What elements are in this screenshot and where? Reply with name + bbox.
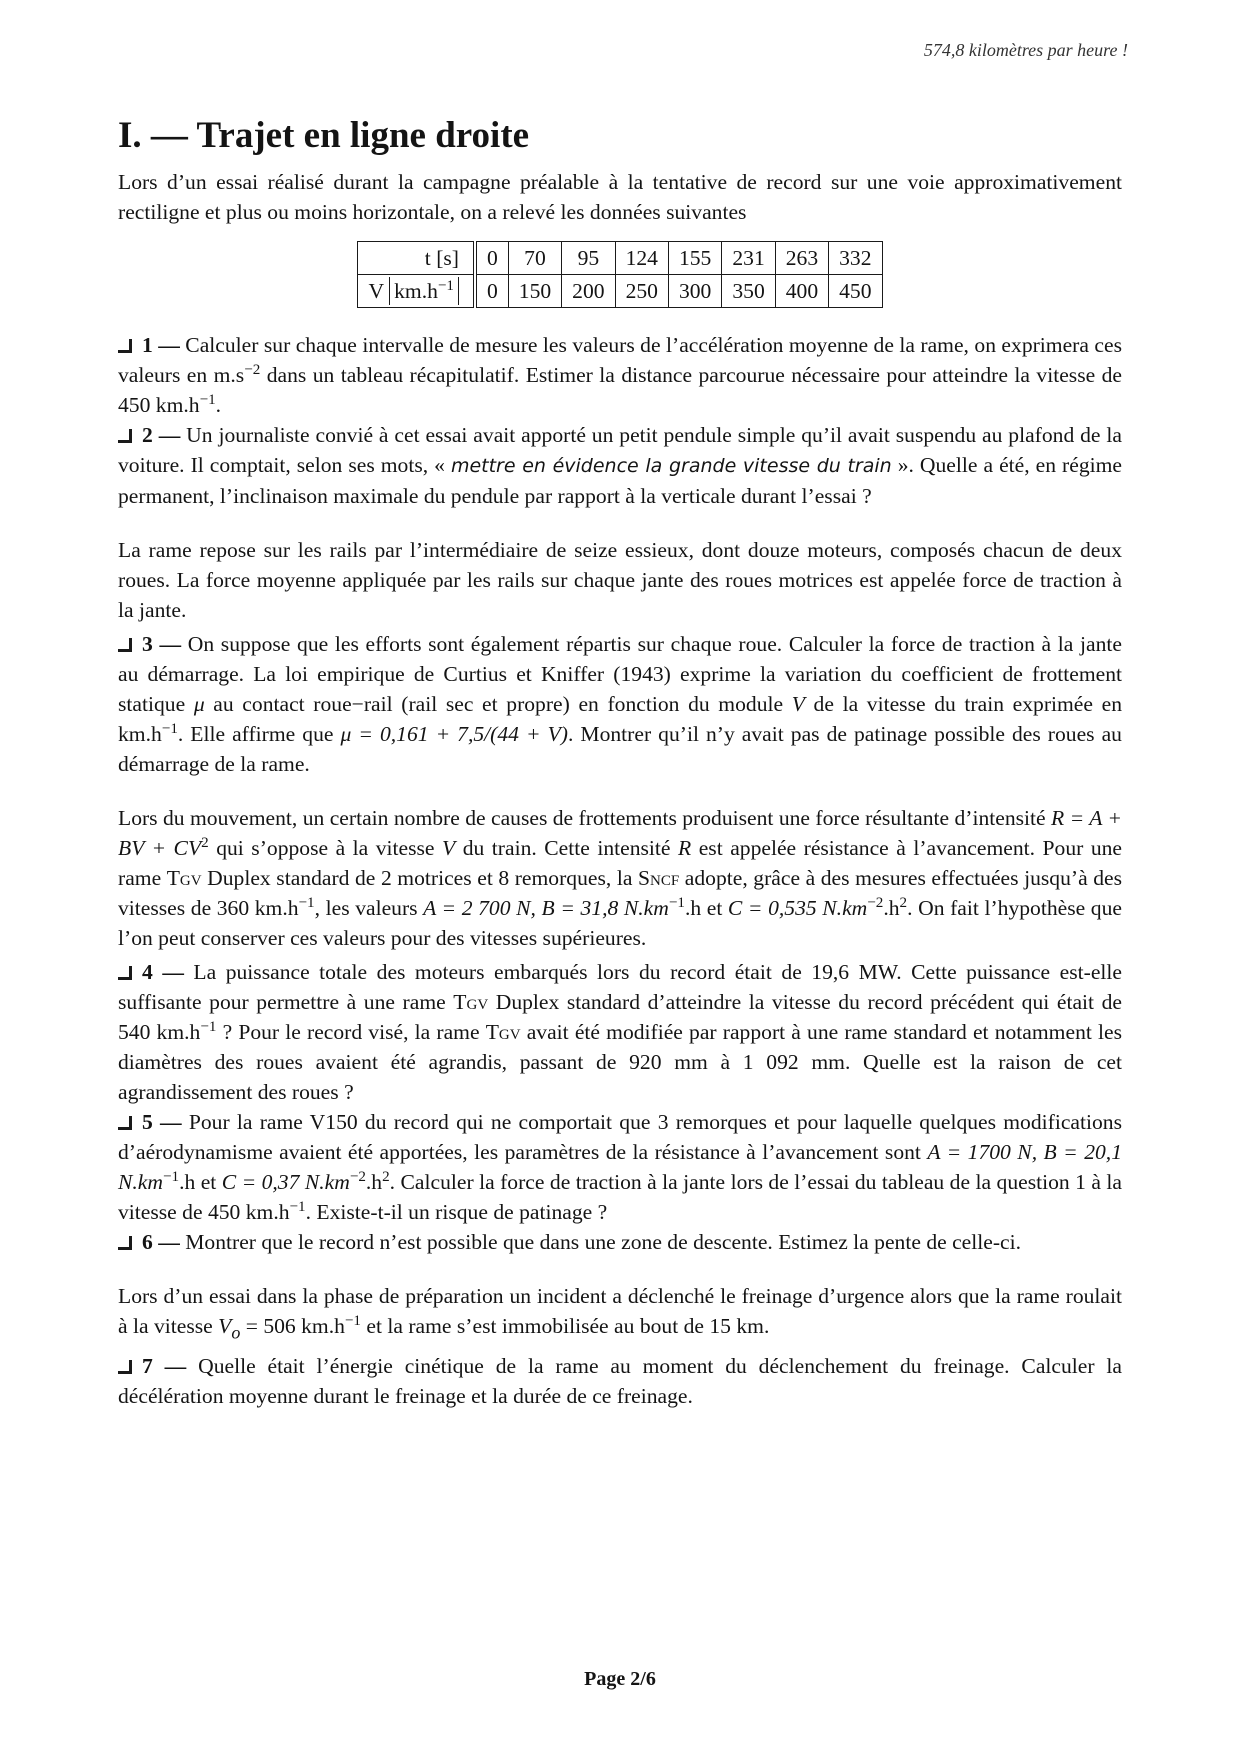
math-symbol: R bbox=[678, 835, 692, 860]
question-number: 2 bbox=[142, 422, 153, 447]
paragraph-text: Duplex standard de 2 motrices et 8 remorques, la bbox=[201, 865, 638, 890]
table-cell: 250 bbox=[615, 274, 668, 307]
question-text: de la vitesse du train exprimée en km.h bbox=[118, 691, 1122, 746]
paragraph-text: du train. Cette intensité bbox=[455, 835, 679, 860]
math-symbol: V bbox=[218, 1313, 232, 1338]
table-row-speed bbox=[358, 274, 882, 307]
question-text: Calculer sur chaque intervalle de mesure les valeurs de l’accélération moyenne de la rame, on exprimera ces valeurs en m.s bbox=[118, 332, 1122, 387]
question-1: 1 — Calculer sur chaque intervalle de mesure les valeurs de l’accélération moyenne de la rame, on exprimera ces valeurs en $m.s^{-2}$ dans un tableau récapitulatif. Estimer la distance parcourue nécessaire pour atteindre la vitesse de 450 $km.h^{-1}$. bbox=[118, 332, 1122, 417]
question-text: .h bbox=[365, 1169, 383, 1194]
question-number: 7 bbox=[142, 1354, 153, 1378]
exponent: −2 bbox=[349, 1168, 366, 1185]
table-label-time: t [s] bbox=[358, 241, 475, 274]
question-text: Duplex standard d’atteindre la vitesse du record précédent qui était de 540 km.h bbox=[118, 989, 1122, 1044]
checkbox-icon bbox=[118, 339, 132, 353]
question-text: Pour la rame V150 du record qui ne comportait que 3 remorques et pour laquelle quelques modifications d’aérodynamisme avaient été apportées, les paramètres de la résistance à l’avancement sont bbox=[118, 1109, 1122, 1164]
table-cell: 70 bbox=[508, 241, 561, 274]
paragraph-text: adopte, grâce à des mesures effectuées jusqu’à des vitesses de 360 km.h bbox=[118, 865, 1123, 920]
journalist-quote: mettre en évidence la grande vitesse du train bbox=[450, 454, 892, 477]
question-4: 4 — La puissance totale des moteurs embarqués lors du record était de 19,6 MW. Cette puissance est-elle suffisante pour permettre à une rame Tgv Duplex standard d’atteindre la vitesse du record précédent qui était de 540 $km.h^{-1}$ ? Pour le record visé, la rame Tgv avait été modifiée par rapport à une rame standard et notamment les diamètres des roues avaient été agrandis, passant de 920 mm à 1 092 mm. Quelle est la raison de cet agrandissement des roues ? bbox=[118, 959, 1123, 1104]
paragraph-text: . On fait l’hypothèse que l’on peut conserver ces valeurs pour des vitesses supérieures. bbox=[118, 895, 1122, 950]
paragraph-text: Lors d’un essai dans la phase de préparation un incident a déclenché le freinage d’urgence alors que la rame roulait à la vitesse bbox=[118, 1283, 1122, 1338]
question-number: 4 bbox=[142, 959, 153, 984]
exponent: 2 bbox=[201, 834, 209, 851]
math-formula: A = 2 700 N, bbox=[423, 895, 536, 920]
math-formula: μ = 0,161 + 7,5/(44 + V) bbox=[340, 721, 568, 746]
table-cell: 300 bbox=[668, 274, 721, 307]
checkbox-icon bbox=[118, 1360, 132, 1374]
exponent: −2 bbox=[244, 361, 261, 378]
paragraph-text: est appelée résistance à l’avancement. Pour une rame bbox=[118, 835, 1123, 890]
exponent: −1 bbox=[199, 391, 216, 408]
paragraph-rame: La rame repose sur les rails par l’intermédiaire de seize essieux, dont douze moteurs, composés chacun de deux roues. La force moyenne appliquée par les rails sur chaque jante des roues motrices est appelée force de traction à la jante. bbox=[118, 537, 1122, 622]
question-5: 5 — Pour la rame V150 du record qui ne comportait que 3 remorques et pour laquelle quelques modifications d’aérodynamisme avaient été apportées, les paramètres de la résistance à l’avancement sont A = 1700 N, B = 20,1 $N.km^{-1}.h$ et C = 0,37 $N.km^{-2}.h^2$. Calculer la force de traction à la jante lors de l’essai du tableau de la question 1 à la vitesse de 450 $km.h^{-1}$. Existe-t-il un risque de patinage ? bbox=[118, 1109, 1122, 1224]
table-cell: 124 bbox=[615, 241, 668, 274]
table-cell: 150 bbox=[508, 274, 561, 307]
tgv-acronym: Tgv bbox=[453, 989, 489, 1014]
paragraph-text: qui s’oppose à la vitesse bbox=[208, 835, 443, 860]
sncf-acronym: Sncf bbox=[638, 865, 680, 890]
table-cell: 450 bbox=[829, 274, 882, 307]
speed-unit bbox=[389, 277, 459, 305]
question-text: Quelle était l’énergie cinétique de la rame au moment du déclenchement du freinage. Calculer la décélération moyenne durant le freinage et la durée de ce freinage. bbox=[118, 1354, 1122, 1408]
question-number: 3 bbox=[142, 631, 153, 656]
measurement-table bbox=[357, 241, 882, 308]
question-text: La puissance totale des moteurs embarqués lors du record était de 19,6 MW. Cette puissance est-elle suffisante pour permettre à une rame bbox=[118, 959, 1122, 1014]
checkbox-icon bbox=[118, 429, 132, 443]
math-symbol: μ bbox=[193, 691, 205, 716]
question-text: . bbox=[215, 392, 222, 417]
table-cell: 263 bbox=[775, 241, 828, 274]
tgv-acronym: Tgv bbox=[485, 1019, 521, 1044]
math-symbol: V bbox=[442, 835, 456, 860]
paragraph-resistance bbox=[118, 803, 1122, 953]
question-text: ». Quelle a été, en régime permanent, l’inclinaison maximale du pendule par rapport à la verticale durant l’essai ? bbox=[118, 452, 1123, 508]
exponent: −1 bbox=[298, 894, 315, 911]
question-number: 6 bbox=[142, 1229, 153, 1254]
checkbox-icon bbox=[118, 1116, 132, 1130]
exponent: −2 bbox=[867, 894, 884, 911]
question-text: . Elle affirme que bbox=[177, 721, 341, 746]
intro-paragraph: Lors d’un essai réalisé durant la campagne préalable à la tentative de record sur une voie approximativement rectiligne et plus ou moins horizontale, on a relevé les données suivantes bbox=[118, 169, 1122, 224]
paragraph-braking bbox=[118, 1281, 1122, 1347]
question-3: 3 — On suppose que les efforts sont également répartis sur chaque roue. Calculer la force de traction à la jante au démarrage. La loi empirique de Curtius et Kniffer (1943) exprime la variation du coefficient de frottement statique μ au contact roue−rail (rail sec et propre) en fonction du module V de la vitesse du train exprimée en $km.h^{-1}$. Elle affirme que μ = 0,161 + 7,5/(44 + V). Montrer qu’il n’y avait pas de patinage possible des roues au démarrage de la rame. bbox=[118, 631, 1123, 776]
question-2: 2 — Un journaliste convié à cet essai avait apporté un petit pendule simple qu’il avait suspendu au plafond de la voiture. Il comptait, selon ses mots, « mettre en évidence la grande vitesse du train ». Quelle a été, en régime permanent, l’inclinaison maximale du pendule par rapport à la verticale durant l’essai ? bbox=[118, 422, 1123, 508]
question-text: On suppose que les efforts sont également répartis sur chaque roue. Calculer la force de traction à la jante au démarrage. La loi empirique de Curtius et Kniffer (1943) exprime la variation du coefficient de frottement statique bbox=[118, 631, 1123, 716]
question-7: 7 — Quelle était l’énergie cinétique de la rame au moment du déclenchement du freinage. Calculer la décélération moyenne durant le freinage et la durée de ce freinage. bbox=[118, 1354, 1122, 1408]
paragraph-text: Lors du mouvement, un certain nombre de causes de frottements produisent une force résultante d’intensité bbox=[118, 805, 1052, 830]
table-cell: 332 bbox=[829, 241, 882, 274]
table-row-time bbox=[358, 241, 882, 274]
checkbox-icon bbox=[118, 1236, 132, 1250]
speed-symbol: V bbox=[368, 278, 384, 303]
paragraph-text: et la rame s’est immobilisée au bout de 15 km. bbox=[360, 1313, 770, 1338]
paragraph-text: .h bbox=[883, 895, 900, 920]
table-cell: 155 bbox=[668, 241, 721, 274]
question-text: . Calculer la force de traction à la jante lors de l’essai du tableau de la question 1 à la vitesse de 450 km.h bbox=[118, 1169, 1122, 1224]
question-text: . Existe-t-il un risque de patinage ? bbox=[305, 1199, 608, 1224]
paragraph-text: , les valeurs bbox=[314, 895, 424, 920]
speed-unit-exponent: −1 bbox=[437, 277, 454, 294]
exponent: −1 bbox=[200, 1018, 217, 1035]
question-text: Un journaliste convié à cet essai avait apporté un petit pendule simple qu’il avait suspendu au plafond de la voiture. Il comptait, selon ses mots, « bbox=[118, 422, 1122, 477]
question-text: au contact roue−rail (rail sec et propre) en fonction du module bbox=[204, 691, 792, 716]
question-text: .h et bbox=[179, 1169, 222, 1194]
paragraph-text: = 506 km.h bbox=[240, 1313, 345, 1338]
exponent: −1 bbox=[344, 1312, 361, 1329]
question-text: dans un tableau récapitulatif. Estimer la distance parcourue nécessaire pour atteindre la vitesse de 450 km.h bbox=[118, 362, 1122, 417]
table-label-speed bbox=[358, 274, 475, 307]
table-cell: 95 bbox=[562, 241, 615, 274]
math-formula: B = 31,8 N.km bbox=[541, 895, 669, 920]
math-formula: R = A + BV + CV bbox=[118, 805, 1122, 860]
page-content bbox=[118, 110, 1122, 1411]
table-cell: 0 bbox=[475, 274, 508, 307]
question-text: avait été modifiée par rapport à une rame standard et notamment les diamètres des roues avaient été agrandis, passant de 920 mm à 1 092 mm. Quelle est la raison de cet agrandissement des roues ? bbox=[118, 1019, 1123, 1104]
question-text: Montrer que le record n’est possible que dans une zone de descente. Estimez la pente de celle-ci. bbox=[185, 1229, 1022, 1254]
math-formula: C = 0,37 N.km bbox=[221, 1169, 350, 1194]
math-symbol: V bbox=[791, 691, 805, 716]
subscript: o bbox=[231, 1322, 241, 1342]
exponent: −1 bbox=[289, 1198, 306, 1215]
table-cell: 200 bbox=[562, 274, 615, 307]
paragraph-text: .h et bbox=[684, 895, 728, 920]
math-formula: A = 1700 N, bbox=[927, 1139, 1044, 1164]
question-text: . Montrer qu’il n’y avait pas de patinage possible des roues au démarrage de la rame. bbox=[118, 721, 1122, 776]
math-formula: C = 0,535 N.km bbox=[727, 895, 868, 920]
math-formula: B = 20,1 N.km bbox=[118, 1139, 1122, 1194]
section-title: I. — Trajet en ligne droite bbox=[118, 115, 530, 156]
running-header: 574,8 kilomètres par heure ! bbox=[923, 40, 1128, 60]
exponent: −1 bbox=[162, 1168, 180, 1185]
speed-unit-text: km.h bbox=[394, 278, 438, 303]
tgv-acronym: Tgv bbox=[166, 865, 202, 890]
exponent: −1 bbox=[668, 894, 685, 911]
exponent: 2 bbox=[899, 894, 908, 911]
question-number: 1 bbox=[142, 332, 153, 357]
table-cell: 231 bbox=[722, 241, 775, 274]
checkbox-icon bbox=[118, 966, 132, 980]
question-text: ? Pour le record visé, la rame bbox=[216, 1019, 486, 1044]
page-number: Page 2/6 bbox=[584, 1668, 656, 1690]
exponent: 2 bbox=[382, 1168, 390, 1185]
table-cell: 350 bbox=[722, 274, 775, 307]
table-cell: 400 bbox=[775, 274, 828, 307]
question-6: 6 — Montrer que le record n’est possible que dans une zone de descente. Estimez la pente de celle-ci. bbox=[118, 1227, 1122, 1257]
checkbox-icon bbox=[118, 638, 132, 652]
table-cell: 0 bbox=[475, 241, 508, 274]
question-number: 5 bbox=[142, 1109, 153, 1134]
exponent: −1 bbox=[161, 720, 178, 737]
